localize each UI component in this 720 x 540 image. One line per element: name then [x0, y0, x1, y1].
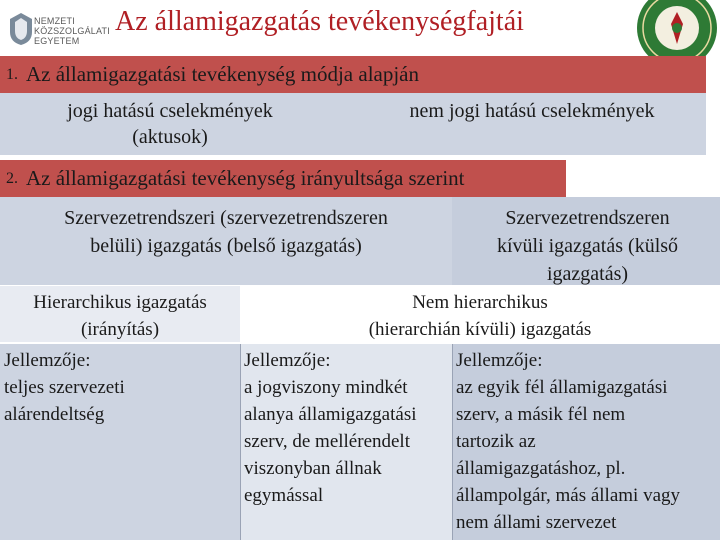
section-2-heading: [0, 160, 566, 197]
column-divider: [452, 344, 453, 540]
text-line: szerv, a másik fél nem: [456, 404, 626, 425]
section-1-heading: [0, 56, 706, 93]
text-line: Jellemzője:: [456, 350, 543, 371]
text-line: viszonyban állnak: [244, 458, 382, 479]
logo-emblem-icon: [8, 12, 34, 46]
text-line: (hierarchián kívüli) igazgatás: [368, 319, 592, 340]
internal-administration: [10, 204, 442, 260]
non-hierarchical-administration: [300, 289, 660, 343]
section-number: 2.: [6, 169, 18, 187]
column-divider: [240, 344, 241, 540]
text-line: nem állami szervezet: [456, 512, 617, 533]
text-line: igazgatás): [546, 263, 629, 285]
section-title: Az államigazgatási tevékenység irányultsága szerint: [26, 166, 465, 190]
text-line: kívüli igazgatás (külső: [496, 235, 679, 257]
text-line: Jellemzője:: [4, 350, 91, 371]
text-line: (aktusok): [132, 126, 208, 148]
legal-effect-acts: [20, 98, 320, 150]
text-line: Szervezetrendszeren: [505, 207, 670, 229]
external-administration: [460, 204, 715, 288]
text-line: (irányítás): [80, 319, 160, 340]
text-line: teljes szervezeti: [4, 377, 125, 398]
section-title: Az államigazgatási tevékenység módja alapján: [26, 62, 420, 86]
hierarchical-administration: [0, 289, 240, 343]
text-line: államigazgatáshoz, pl.: [456, 458, 626, 479]
text-line: belüli) igazgatás (belső igazgatás): [90, 235, 362, 257]
characteristic-column-external: [452, 344, 720, 540]
logo-line: EGYETEM: [34, 36, 80, 46]
text-line: a jogviszony mindkét: [244, 377, 408, 398]
text-line: alárendeltség: [4, 404, 105, 425]
university-seal: [617, 0, 720, 56]
text-line: jogi hatású cselekmények: [67, 100, 273, 122]
text-line: Hierarchikus igazgatás: [33, 292, 207, 313]
logo-text: [34, 16, 114, 46]
university-logo: [4, 2, 114, 54]
text-line: egymással: [244, 485, 324, 506]
logo-line: NEMZETI: [34, 16, 75, 26]
text-line: szerv, de mellérendelt: [244, 431, 410, 452]
non-legal-effect-acts: [362, 98, 702, 124]
text-line: állampolgár, más állami vagy: [456, 485, 681, 506]
section-number: 1.: [6, 65, 18, 83]
text-line: nem jogi hatású cselekmények: [409, 100, 655, 122]
logo-line: KÖZSZOLGÁLATI: [34, 26, 110, 36]
text-line: az egyik fél államigazgatási: [456, 377, 668, 398]
text-line: Nem hierarchikus: [412, 292, 548, 313]
characteristic-column-hierarchical: [0, 344, 240, 540]
characteristic-column-coordinate: [240, 344, 452, 540]
text-line: alanya államigazgatási: [244, 404, 417, 425]
text-line: tartozik az: [456, 431, 536, 452]
text-line: Jellemzője:: [244, 350, 331, 371]
page-title: Az államigazgatás tevékenységfajtái: [115, 6, 524, 37]
text-line: Szervezetrendszeri (szervezetrendszeren: [64, 207, 388, 229]
